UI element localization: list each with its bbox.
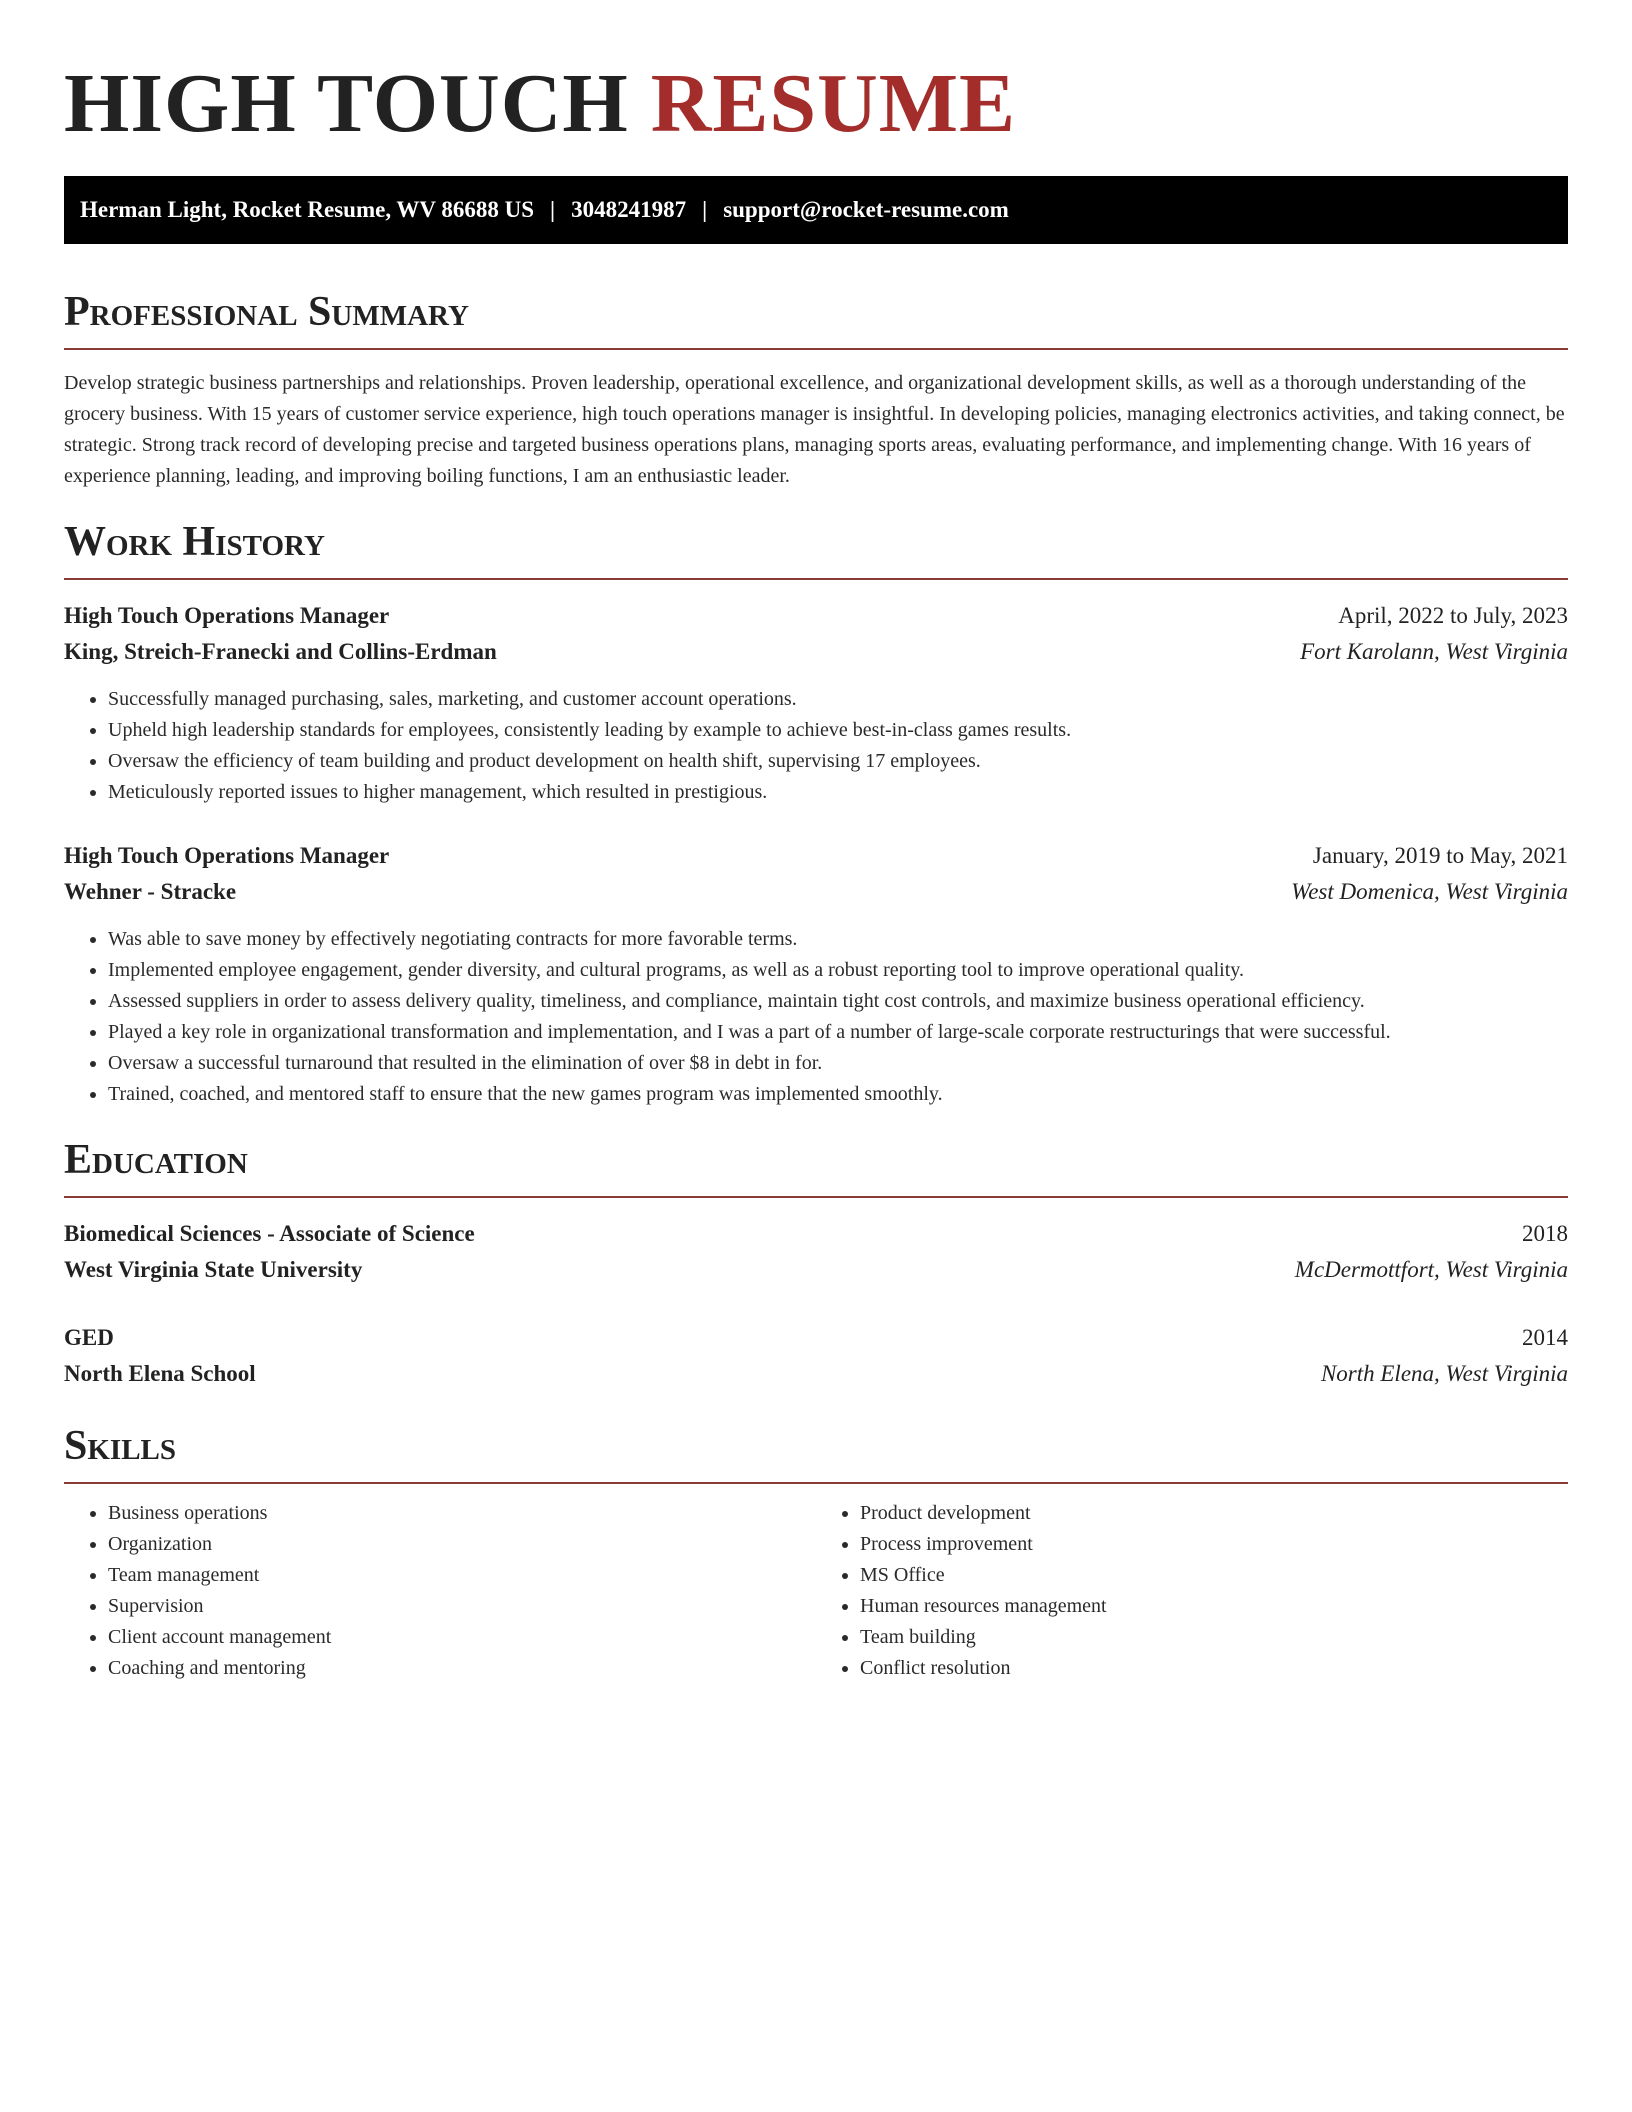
skill-item: • Client account management: [108, 1622, 816, 1653]
job-bullet: • Implemented employee engagement, gender diversity, and cultural programs, as well as a robust reporting tool to improve operational quality.: [108, 955, 1568, 986]
skills-column-left: [64, 1498, 816, 1684]
contact-separator: |: [702, 197, 708, 222]
skill-item: • Organization: [108, 1529, 816, 1560]
education-header: [64, 1320, 1568, 1356]
skills-column-right: [816, 1498, 1568, 1684]
summary-section: [64, 288, 1568, 492]
job-bullet: • Trained, coached, and mentored staff to ensure that the new games program was implemented smoothly.: [108, 1079, 1568, 1110]
job-entry: [64, 838, 1568, 1110]
skill-item: • Team management: [108, 1560, 816, 1591]
job-dates: April, 2022 to July, 2023: [1338, 603, 1568, 628]
summary-heading: Professional Summary: [64, 289, 469, 335]
section-divider: [64, 348, 1568, 350]
skill-item: • MS Office: [860, 1560, 1568, 1591]
contact-email: support@rocket-resume.com: [723, 197, 1009, 222]
job-company: Wehner - Stracke: [64, 879, 237, 904]
skills-columns: [64, 1498, 1568, 1684]
education-entry: [64, 1320, 1568, 1392]
skill-item: • Business operations: [108, 1498, 816, 1529]
education-subheader: [64, 1252, 1568, 1288]
job-header: [64, 838, 1568, 874]
skill-item: • Team building: [860, 1622, 1568, 1653]
contact-bar: [64, 176, 1568, 244]
job-bullets: [64, 924, 1568, 1110]
skill-item: • Product development: [860, 1498, 1568, 1529]
job-dates: January, 2019 to May, 2021: [1312, 843, 1568, 868]
education-location: North Elena, West Virginia: [1320, 1361, 1568, 1386]
job-title: High Touch Operations Manager: [64, 843, 390, 868]
job-bullet: • Meticulously reported issues to higher management, which resulted in prestigious.: [108, 777, 1568, 808]
education-degree: Biomedical Sciences - Associate of Science: [64, 1221, 475, 1246]
education-school: North Elena School: [64, 1361, 256, 1386]
job-bullet: • Was able to save money by effectively negotiating contracts for more favorable terms.: [108, 924, 1568, 955]
work-heading: Work History: [64, 519, 325, 565]
job-subheader: [64, 874, 1568, 910]
job-bullet: • Oversaw the efficiency of team building and product development on health shift, supervising 17 employees.: [108, 746, 1568, 777]
job-title: High Touch Operations Manager: [64, 603, 390, 628]
title-accent: RESUME: [650, 57, 1017, 150]
education-header: [64, 1216, 1568, 1252]
education-subheader: [64, 1356, 1568, 1392]
contact-phone: 3048241987: [571, 197, 687, 222]
skills-heading: Skills: [64, 1423, 177, 1469]
education-year: 2018: [1522, 1221, 1568, 1246]
skill-item: • Coaching and mentoring: [108, 1653, 816, 1684]
job-bullet: • Assessed suppliers in order to assess delivery quality, timeliness, and compliance, maintain tight cost controls, and maximize business operational efficiency.: [108, 986, 1568, 1017]
job-header: [64, 598, 1568, 634]
summary-text: Develop strategic business partnerships and relationships. Proven leadership, operational excellence, and organizational development skills, as well as a thorough understanding of the grocery business. With 15 years of customer service experience, high touch operations manager is insightful. In developing policies, managing electronics activities, and taking connect, be strategic. Strong track record of developing precise and targeted business operations plans, managing sports areas, evaluating performance, and implementing change. With 16 years of experience planning, leading, and improving boiling functions, I am an enthusiastic leader.: [64, 372, 1565, 487]
contact-separator: |: [550, 197, 556, 222]
job-location: West Domenica, West Virginia: [1291, 879, 1568, 904]
skill-item: • Conflict resolution: [860, 1653, 1568, 1684]
job-bullet: • Played a key role in organizational transformation and implementation, and I was a part of a number of large-scale corporate restructurings that were successful.: [108, 1017, 1568, 1048]
skill-item: • Supervision: [108, 1591, 816, 1622]
education-section: [64, 1136, 1568, 1392]
resume-page: [64, 0, 1568, 1684]
section-divider: [64, 1482, 1568, 1484]
education-degree: GED: [64, 1325, 114, 1350]
job-bullet: • Successfully managed purchasing, sales, marketing, and customer account operations.: [108, 684, 1568, 715]
section-divider: [64, 1196, 1568, 1198]
education-entry: [64, 1216, 1568, 1288]
job-bullet: • Oversaw a successful turnaround that resulted in the elimination of over $8 in debt in for.: [108, 1048, 1568, 1079]
title-main: HIGH TOUCH: [64, 57, 629, 150]
resume-title: [64, 0, 1568, 152]
contact-address: Herman Light, Rocket Resume, WV 86688 US: [80, 197, 535, 222]
job-subheader: [64, 634, 1568, 670]
education-location: McDermottfort, West Virginia: [1294, 1257, 1568, 1282]
education-school: West Virginia State University: [64, 1257, 363, 1282]
job-bullets: [64, 684, 1568, 808]
section-divider: [64, 578, 1568, 580]
work-section: [64, 518, 1568, 1110]
job-entry: [64, 598, 1568, 808]
skills-section: [64, 1422, 1568, 1684]
job-location: Fort Karolann, West Virginia: [1300, 639, 1568, 664]
skill-item: • Human resources management: [860, 1591, 1568, 1622]
education-heading: Education: [64, 1137, 248, 1183]
job-bullet: • Upheld high leadership standards for employees, consistently leading by example to achieve best-in-class games results.: [108, 715, 1568, 746]
education-year: 2014: [1522, 1325, 1568, 1350]
skill-item: • Process improvement: [860, 1529, 1568, 1560]
job-company: King, Streich-Franecki and Collins-Erdman: [64, 639, 497, 664]
